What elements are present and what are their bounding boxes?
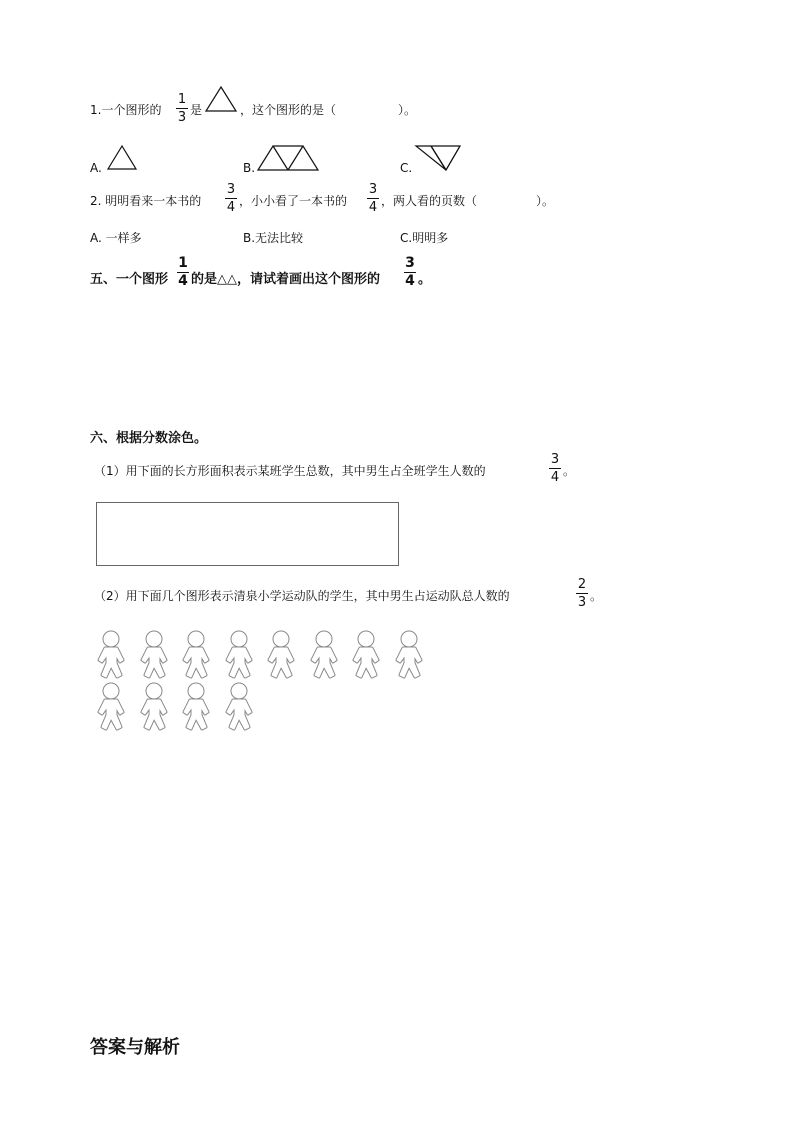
person-figure[interactable] <box>309 630 339 680</box>
q1-option-c-label: C. <box>400 161 413 175</box>
person-figure[interactable] <box>181 630 211 680</box>
two-triangles-icon <box>415 145 461 171</box>
sec6-part1-fraction <box>549 452 561 485</box>
triangle-icon <box>107 145 137 170</box>
person-figure[interactable] <box>224 682 254 732</box>
person-figure[interactable] <box>96 630 126 680</box>
q2-prefix: 2. 明明看来一本书的 <box>90 194 202 208</box>
fraction-denominator: 3 <box>577 595 587 610</box>
q2-mid: ，小小看了一本书的 <box>239 194 348 208</box>
fraction-denominator: 4 <box>226 200 236 215</box>
sec5-prefix: 五、一个图形 <box>90 272 169 287</box>
q2-fraction-1 <box>225 182 237 215</box>
q1-close: ）。 <box>398 103 417 117</box>
person-figure[interactable] <box>394 630 424 680</box>
q2-fraction-2 <box>367 182 379 215</box>
q2-option-b: B.无法比较 <box>243 231 304 245</box>
person-figure[interactable] <box>224 630 254 680</box>
q2-option-c: C.明明多 <box>400 231 449 245</box>
q1-prefix: 1.一个图形的 <box>90 103 162 117</box>
person-figure[interactable] <box>181 682 211 732</box>
fraction-denominator: 4 <box>178 273 188 289</box>
q1-fraction <box>176 92 188 125</box>
triangle-icon <box>205 86 237 112</box>
fraction-numerator: 2 <box>577 577 587 592</box>
fraction-numerator: 3 <box>405 255 415 271</box>
person-figure[interactable] <box>266 630 296 680</box>
coloring-rectangle[interactable] <box>96 502 399 566</box>
q1-mid: 是 <box>190 103 203 117</box>
sec6-title: 六、根据分数涂色。 <box>90 431 208 446</box>
q2-suffix: ，两人看的页数（ <box>381 194 478 208</box>
fraction-numerator: 3 <box>550 452 560 467</box>
three-triangles-icon <box>257 145 319 171</box>
sec5-mid: 的是△△，请试着画出这个图形的 <box>191 272 380 287</box>
q2-option-a: A. 一样多 <box>90 231 142 245</box>
q1-option-a-label: A. <box>90 161 102 175</box>
q1-suffix: ，这个图形的是（ <box>240 103 337 117</box>
person-figure[interactable] <box>139 630 169 680</box>
sec5-fraction-2 <box>404 256 416 289</box>
sec6-part2-fraction <box>576 577 588 610</box>
person-figure[interactable] <box>351 630 381 680</box>
fraction-denominator: 4 <box>405 273 415 289</box>
fraction-denominator: 4 <box>550 470 560 485</box>
answers-heading: 答案与解析 <box>90 1037 180 1058</box>
fraction-numerator: 1 <box>178 255 188 271</box>
sec6-part2-end: 。 <box>590 589 603 603</box>
sec6-part1: （1）用下面的长方形面积表示某班学生总数，其中男生占全班学生人数的 <box>94 464 486 478</box>
fraction-numerator: 3 <box>368 182 378 197</box>
q2-close: ）。 <box>536 194 555 208</box>
person-figure[interactable] <box>139 682 169 732</box>
sec6-part2: （2）用下面几个图形表示清泉小学运动队的学生，其中男生占运动队总人数的 <box>94 589 510 603</box>
fraction-numerator: 3 <box>226 182 236 197</box>
sec6-part1-end: 。 <box>563 464 576 478</box>
fraction-denominator: 3 <box>177 110 187 125</box>
q1-option-b-label: B. <box>243 161 256 175</box>
fraction-numerator: 1 <box>177 92 187 107</box>
person-figure[interactable] <box>96 682 126 732</box>
fraction-denominator: 4 <box>368 200 378 215</box>
sec5-fraction-1 <box>177 256 189 289</box>
sec5-end: 。 <box>418 272 432 287</box>
